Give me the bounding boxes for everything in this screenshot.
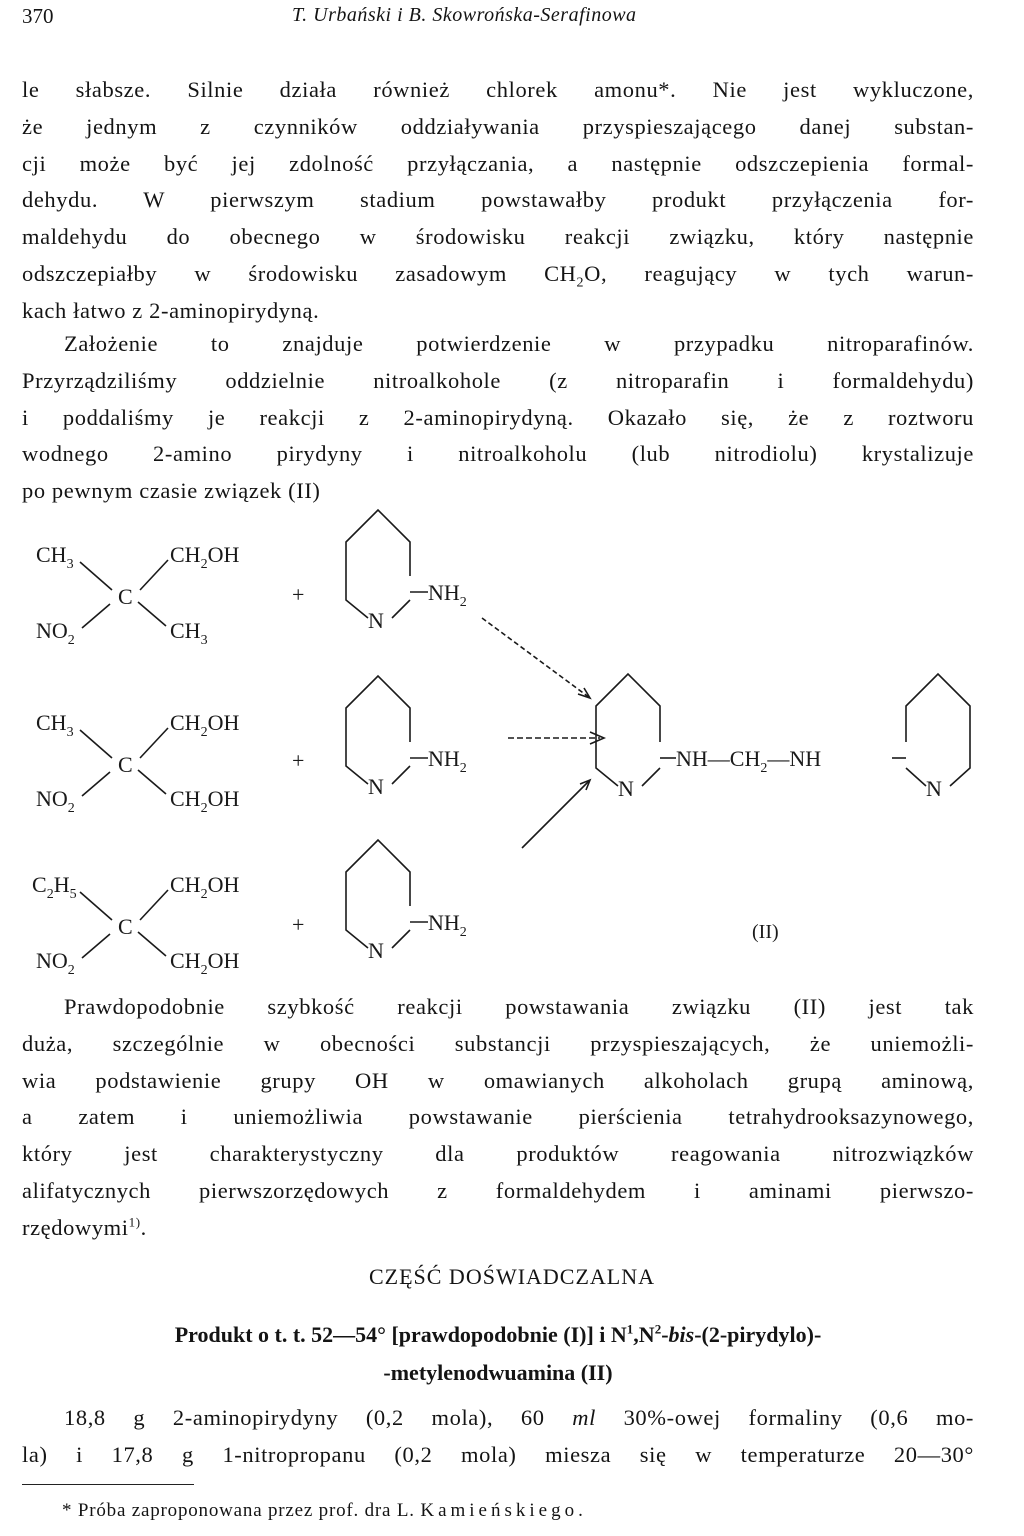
text-fragment: 30%-owej formaliny (0,6 mo- bbox=[595, 1405, 975, 1430]
product-ring-nitrogen-right: N bbox=[926, 776, 942, 801]
text-fragment: - bbox=[661, 1322, 669, 1347]
page-header bbox=[22, 4, 1002, 32]
ring-nitrogen: N bbox=[368, 608, 384, 633]
footnote bbox=[62, 1500, 584, 1522]
reactant-2-bottom-right: $CH_2OH$ bbox=[170, 786, 240, 816]
paragraph-2 bbox=[22, 326, 974, 510]
text-fragment: ,N bbox=[633, 1322, 655, 1347]
text-line: alifatycznych pierwszorzędowych z formaldehydem i aminami pierwszo- bbox=[22, 1177, 974, 1203]
reactant-1-central-atom: C bbox=[118, 584, 133, 609]
unit: ml bbox=[572, 1405, 596, 1430]
text-line: kach łatwo z 2-aminopirydyną. bbox=[22, 297, 320, 323]
reactant-2-top-right: $CH_2OH$ bbox=[170, 710, 240, 740]
reactant-1-top-right: $CH_2OH$ bbox=[170, 542, 240, 572]
reactant-2-top-left: $CH_3$ bbox=[36, 710, 74, 740]
amine-group: $NH_2$ bbox=[428, 746, 467, 776]
ring-nitrogen: N bbox=[368, 774, 384, 799]
reactant-1-top-left: $CH_3$ bbox=[36, 542, 74, 572]
italic-fragment: bis bbox=[668, 1322, 695, 1347]
text-line: dehydu. W pierwszym stadium powstawałby produkt przyłączenia for- bbox=[22, 187, 974, 213]
footnote-divider bbox=[22, 1484, 194, 1485]
text-line: cji może być jej zdolność przyłączania, a następnie odszczepienia formal- bbox=[22, 150, 974, 176]
product-ring-nitrogen-left: N bbox=[618, 776, 634, 801]
text-line: la) i 17,8 g 1-nitropropanu (0,2 mola) miesza się w temperaturze 20—30° bbox=[22, 1441, 974, 1467]
text-line: i poddaliśmy je reakcji z 2-aminopirydyną. Okazało się, że z roztworu bbox=[22, 404, 974, 430]
reactant-2-central-atom: C bbox=[118, 752, 133, 777]
text-fragment: -(2-pirydylo)- bbox=[694, 1322, 822, 1347]
plus-sign: + bbox=[292, 582, 305, 607]
text-fragment: 18,8 g 2-aminopirydyny (0,2 mola), 60 bbox=[64, 1405, 573, 1430]
footnote-name: Kamieńskiego bbox=[420, 1500, 579, 1521]
reference-marker: 1) bbox=[128, 1214, 141, 1230]
reactant-2-bottom-left: $NO_2$ bbox=[36, 786, 75, 816]
plus-sign: + bbox=[292, 912, 305, 937]
plus-sign: + bbox=[292, 748, 305, 773]
text-line: który jest charakterystyczny dla produktów reagowania nitrozwiązków bbox=[22, 1141, 974, 1167]
text-fragment: O, reagujący w tych warun- bbox=[584, 260, 974, 286]
section-heading: CZĘŚĆ DOŚWIADCZALNA bbox=[368, 1264, 656, 1289]
reactant-3-bottom-right: $CH_2OH$ bbox=[170, 948, 240, 978]
text-line bbox=[22, 256, 974, 293]
reactant-3-bottom-left: $NO_2$ bbox=[36, 948, 75, 978]
text-fragment: . bbox=[140, 1214, 147, 1240]
reactant-3-central-atom: C bbox=[118, 914, 133, 939]
text-line: wodnego 2-amino pirydyny i nitroalkoholu (lub nitrodiolu) krystalizuje bbox=[22, 441, 974, 467]
paragraph-4 bbox=[22, 1400, 974, 1474]
running-title: T. Urbański i B. Skowrońska-Serafinowa bbox=[292, 4, 637, 26]
footnote-marker: * bbox=[62, 1500, 73, 1521]
product-label: (II) bbox=[752, 921, 779, 943]
product-heading bbox=[22, 1316, 974, 1392]
text-line: Założenie to znajduje potwierdzenie w przypadku nitroparafinów. bbox=[64, 331, 974, 356]
text-line: Przyrządziliśmy oddzielnie nitroalkohole (z nitroparafin i formaldehydu) bbox=[22, 367, 974, 393]
amine-group: $NH_2$ bbox=[428, 580, 467, 610]
reaction-scheme bbox=[0, 500, 1024, 995]
superscript: 2 bbox=[654, 1321, 662, 1337]
reactant-3-top-left: $C_2H_5$ bbox=[32, 872, 77, 902]
paragraph-1 bbox=[22, 72, 974, 330]
ring-nitrogen: N bbox=[368, 938, 384, 963]
text-fragment: Produkt o t. t. 52—54° [prawdopodobnie (I)] i N bbox=[174, 1322, 627, 1347]
product-heading-line: -metylenodwuamina (II) bbox=[383, 1360, 613, 1385]
text-line: a zatem i uniemożliwia powstawanie pierścienia tetrahydrooksazynowego, bbox=[22, 1104, 974, 1130]
reactant-1-bottom-left: $NO_2$ bbox=[36, 618, 75, 648]
page-number: 370 bbox=[22, 4, 54, 28]
text-fragment: rzędowymi bbox=[22, 1214, 129, 1240]
amine-group: $NH_2$ bbox=[428, 910, 467, 940]
text-fragment: odszczepiałby w środowisku zasadowym CH bbox=[22, 260, 577, 286]
subscript: 2 bbox=[576, 275, 585, 291]
text-line: duża, szczególnie w obecności substancji przyspieszających, że uniemożli- bbox=[22, 1030, 974, 1056]
reactant-1-bottom-right: $CH_3$ bbox=[170, 618, 208, 648]
text-line: Prawdopodobnie szybkość reakcji powstawania związku (II) jest tak bbox=[64, 994, 974, 1019]
text-line: maldehydu do obecnego w środowisku reakcji związku, który następnie bbox=[22, 224, 974, 250]
text-line: po pewnym czasie związek (II) bbox=[22, 478, 321, 504]
text-line bbox=[22, 1400, 974, 1437]
footnote-text: Próba zaproponowana przez prof. dra L. bbox=[77, 1500, 415, 1521]
reaction-scheme-drawing bbox=[0, 500, 1024, 995]
text-line: że jednym z czynników oddziaływania przyspieszającego danej substan- bbox=[22, 113, 974, 139]
text-line: le słabsze. Silnie działa również chlorek amonu*. Nie jest wykluczone, bbox=[22, 77, 974, 102]
footnote-end: . bbox=[578, 1500, 584, 1521]
product-linker: $NH—CH_2—NH$ bbox=[676, 746, 822, 776]
paragraph-3 bbox=[22, 989, 974, 1247]
superscript: 1 bbox=[626, 1321, 634, 1337]
text-line: wia podstawienie grupy OH w omawianych alkoholach grupą aminową, bbox=[22, 1067, 974, 1093]
text-line bbox=[22, 1210, 974, 1247]
reactant-3-top-right: $CH_2OH$ bbox=[170, 872, 240, 902]
product-heading-line bbox=[22, 1316, 974, 1354]
